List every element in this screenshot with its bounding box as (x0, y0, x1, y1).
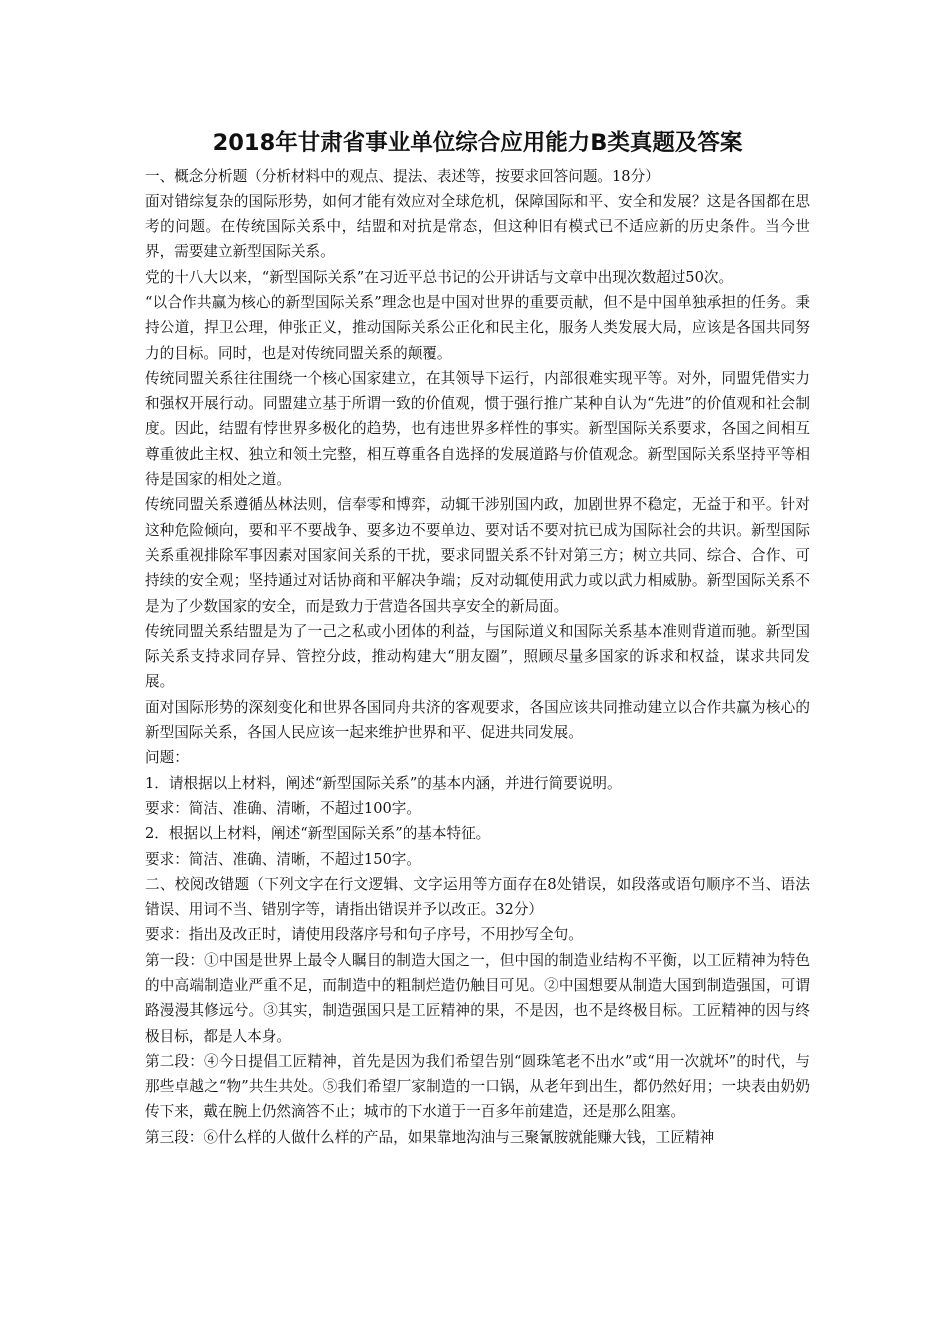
proofread-paragraph-1: 第一段：①中国是世界上最令人瞩目的制造大国之一，但中国的制造业结构不平衡，以工匠精神为特色的中高端制造业严重不足，而制造中的粗制烂造仍触目可见。②中国想要从制造大国到制造强国，可谓路漫漫其修远兮。③其实，制造强国只是工匠精神的果，不是因，也不是终极目标。工匠精神的因与终极目标，都是人本身。 (145, 951, 810, 1045)
document-title: 2018年甘肃省事业单位综合应用能力B类真题及答案 (212, 130, 743, 156)
proofread-paragraph-3: 第三段：⑥什么样的人做什么样的产品，如果靠地沟油与三聚氰胺就能赚大钱，工匠精神 (145, 1128, 715, 1146)
material-paragraph-6: 传统同盟关系结盟是为了一己之私或小团体的利益，与国际道义和国际关系基本准则背道而驰。新型国际关系支持求同存异、管控分歧，推动构建大“朋友圈”，照顾尽量多国家的诉求和权益，谋求共同发展。 (145, 622, 810, 691)
document-page (145, 132, 810, 1150)
section-one-heading: 一、概念分析题（分析材料中的观点、提法、表述等，按要求回答问题。18分） (145, 167, 660, 185)
proofread-paragraph-2: 第二段：④今日提倡工匠精神，首先是因为我们希望告别“圆珠笔老不出水”或“用一次就坏”的时代，与那些卓越之“物”共生共处。⑤我们希望厂家制造的一口锅，从老年到出生，都仍然好用；一块表由奶奶传下来，戴在腕上仍然滴答不止；城市的下水道于一百多年前建造，还是那么阻塞。 (145, 1052, 810, 1121)
material-paragraph-4: 传统同盟关系往往围绕一个核心国家建立，在其领导下运行，内部很难实现平等。对外，同盟凭借实力和强权开展行动。同盟建立基于所谓一致的价值观，惯于强行推广某种自认为“先进”的价值观和社会制度。因此，结盟有悖世界多极化的趋势，也有违世界多样性的事实。新型国际关系要求，各国之间相互尊重彼此主权、独立和领土完整，相互尊重各自选择的发展道路与价值观念。新型国际关系坚持平等相待是国家的相处之道。 (145, 369, 810, 489)
material-paragraph-3: “以合作共赢为核心的新型国际关系”理念也是中国对世界的重要贡献，但不是中国单独承担的任务。秉持公道，捍卫公理，伸张正义，推动国际关系公正化和民主化，服务人类发展大局，应该是各国共同努力的目标。同时，也是对传统同盟关系的颠覆。 (145, 293, 810, 362)
material-paragraph-2: 党的十八大以来，“新型国际关系”在习近平总书记的公开讲话与文章中出现次数超过50次。 (145, 268, 734, 286)
material-paragraph-5: 传统同盟关系遵循丛林法则，信奉零和博弈，动辄干涉别国内政，加剧世界不稳定，无益于和平。针对这种危险倾向，要和平不要战争、要多边不要单边、要对话不要对抗已成为国际社会的共识。新型国际关系重视排除军事因素对国家间关系的干扰，要求同盟关系不针对第三方；树立共同、综合、合作、可持续的安全观；坚持通过对话协商和平解决争端；反对动辄使用武力或以武力相威胁。新型国际关系不是为了少数国家的安全，而是致力于营造各国共享安全的新局面。 (145, 496, 810, 615)
section-two-requirement: 要求：指出及改正时，请使用段落序号和句子序号，不用抄写全句。 (145, 926, 583, 944)
question-2-requirement: 要求：简洁、准确、清晰，不超过150字。 (145, 850, 421, 868)
question-1: 1．请根据以上材料，阐述“新型国际关系”的基本内涵，并进行简要说明。 (145, 774, 622, 792)
document-body (145, 164, 810, 1151)
questions-label: 问题： (145, 749, 189, 767)
material-paragraph-1: 面对错综复杂的国际形势，如何才能有效应对全球危机，保障国际和平、安全和发展？这是各国都在思考的问题。在传统国际关系中，结盟和对抗是常态，但这种旧有模式已不适应新的历史条件。当今世界，需要建立新型国际关系。 (145, 192, 810, 261)
question-2: 2．根据以上材料，阐述“新型国际关系”的基本特征。 (145, 825, 491, 843)
material-paragraph-7: 面对国际形势的深刻变化和世界各国同舟共济的客观要求，各国应该共同推动建立以合作共赢为核心的新型国际关系，各国人民应该一起来维护世界和平、促进共同发展。 (145, 698, 810, 742)
question-1-requirement: 要求：简洁、准确、清晰，不超过100字。 (145, 799, 421, 817)
section-two-heading: 二、校阅改错题（下列文字在行文逻辑、文字运用等方面存在8处错误，如段落或语句顺序不当、语法错误、用词不当、错别字等，请指出错误并予以改正。32分） (145, 875, 810, 919)
